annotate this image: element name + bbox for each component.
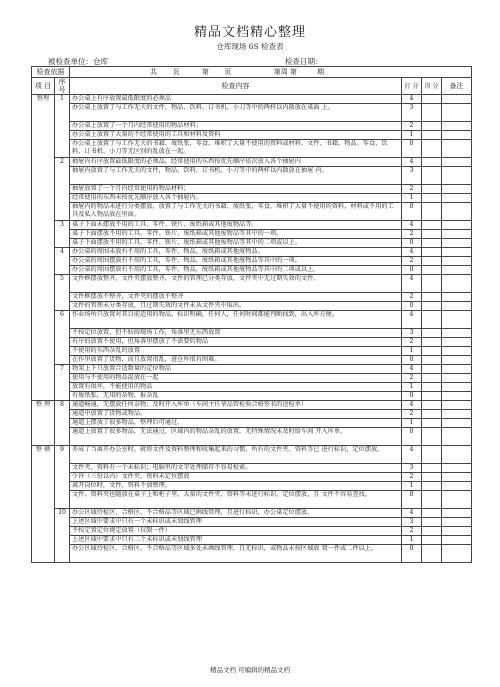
remark-cell[interactable] <box>442 167 472 185</box>
category-cell: 整 顿 <box>32 446 55 563</box>
remark-cell[interactable] <box>442 536 472 545</box>
remark-cell[interactable] <box>442 410 472 419</box>
col-remark: 备注 <box>442 78 472 95</box>
table-row <box>32 302 472 311</box>
remark-cell[interactable] <box>442 293 472 302</box>
table-row <box>32 275 472 293</box>
table-row <box>32 194 472 203</box>
remark-cell[interactable] <box>442 338 472 347</box>
score-input-cell[interactable] <box>422 329 442 338</box>
check-item-text: 文件的管理未分类存放，且过期失效的文件未从文件夹中取出。 <box>70 302 402 311</box>
score-input-cell[interactable] <box>422 203 442 221</box>
score-max-cell: 1 <box>402 131 422 140</box>
category-cell: 整 理 <box>32 401 55 446</box>
remark-cell[interactable] <box>442 131 472 140</box>
score-max-cell: 3 <box>402 464 422 473</box>
remark-cell[interactable] <box>442 374 472 383</box>
check-item-text: 办公区域待检区、合格区、不合格品等区域多处未画线管理，且无标识，或物品未按区域放 置一件或二件以上。 <box>70 545 402 563</box>
score-input-cell[interactable] <box>422 221 442 230</box>
table-row <box>32 392 472 401</box>
score-max-cell: 2 <box>402 185 422 194</box>
table-row <box>32 464 472 473</box>
remark-cell[interactable] <box>442 329 472 338</box>
score-max-cell: 1 <box>402 419 422 428</box>
score-max-cell: 4 <box>402 509 422 518</box>
remark-cell[interactable] <box>442 203 472 221</box>
score-input-cell[interactable] <box>422 365 442 374</box>
score-max-cell: 0 <box>402 545 422 563</box>
score-max-cell: 3 <box>402 518 422 527</box>
score-input-cell[interactable] <box>422 275 442 293</box>
col-seq: 序 号 <box>55 78 70 95</box>
col-content: 检查内容 <box>70 78 402 95</box>
table-row <box>32 536 472 545</box>
score-input-cell[interactable] <box>422 230 442 239</box>
score-input-cell[interactable] <box>422 464 442 473</box>
score-max-cell: 4 <box>402 311 422 329</box>
score-max-cell: 0 <box>402 266 422 275</box>
table-row <box>32 347 472 356</box>
remark-cell[interactable] <box>442 104 472 122</box>
table-row <box>32 365 472 374</box>
table-row <box>32 239 472 248</box>
document-title: 精品文档精心整理 <box>193 25 306 40</box>
remark-cell[interactable] <box>442 419 472 428</box>
score-input-cell[interactable] <box>422 167 442 185</box>
check-item-text: 办公桌上放置了大量的不经常使用的工具和材料及资料 <box>70 131 402 140</box>
check-item-text: 桌子下面摆放不用的工具、零件、铁片、废纸箱或其他废物品等其中的一项。 <box>70 230 402 239</box>
check-item-text: 通道中放置了货物或物品。 <box>70 410 402 419</box>
score-max-cell: 2 <box>402 338 422 347</box>
table-row <box>32 203 472 221</box>
check-item-text: 不按定位放置，但不妨碍现场工作，角落里无东西放置 <box>70 329 402 338</box>
group-number: 8 <box>55 401 70 446</box>
score-input-cell[interactable] <box>422 374 442 383</box>
table-row <box>32 122 472 131</box>
score-input-cell[interactable] <box>422 527 442 536</box>
score-max-cell: 4 <box>402 158 422 167</box>
score-input-cell[interactable] <box>422 266 442 275</box>
score-input-cell[interactable] <box>422 158 442 167</box>
score-max-cell: 0 <box>402 239 422 248</box>
check-item-text: 桌子下面摆放不用的工具、零件、铁片、废纸箱或其他废物品等其中的二项或以上。 <box>70 239 402 248</box>
group-number: 10 <box>55 509 70 563</box>
table-row <box>32 482 472 491</box>
col-score-max: 打 分 <box>402 78 422 95</box>
score-max-cell: 2 <box>402 374 422 383</box>
score-max-cell: 4 <box>402 221 422 230</box>
score-input-cell[interactable] <box>422 410 442 419</box>
remark-cell[interactable] <box>442 248 472 257</box>
table-row <box>32 167 472 185</box>
score-max-cell: 0 <box>402 302 422 311</box>
remark-cell[interactable] <box>442 428 472 446</box>
table-row <box>32 419 472 428</box>
score-max-cell: 0 <box>402 392 422 401</box>
col-score: 得 分 <box>422 78 442 95</box>
remark-cell[interactable] <box>442 140 472 158</box>
score-max-cell: 2 <box>402 293 422 302</box>
remark-cell[interactable] <box>442 356 472 365</box>
group-number: 7 <box>55 365 70 401</box>
score-input-cell[interactable] <box>422 473 442 482</box>
score-input-cell[interactable] <box>422 293 442 302</box>
table-row <box>32 383 472 392</box>
table-row <box>32 356 472 365</box>
score-max-cell: 3 <box>402 329 422 338</box>
table-row <box>32 473 472 482</box>
check-item-text: 有废纸张，无用的杂物，报杂乱 <box>70 392 402 401</box>
table-row <box>32 248 472 257</box>
remark-cell[interactable] <box>442 239 472 248</box>
table-row <box>32 158 472 167</box>
remark-cell[interactable] <box>442 545 472 563</box>
group-number: 2 <box>55 158 70 221</box>
check-item-text: 经常使用的东西未按优先顺序放入各个抽屉内。 <box>70 194 402 203</box>
document-subtitle: 仓库现场 6S 检查表 <box>216 42 284 51</box>
page-footer: 精品文档 可编辑的精品文档 <box>209 666 291 674</box>
score-input-cell[interactable] <box>422 347 442 356</box>
basis-label: 检查依据 <box>32 67 70 78</box>
check-item-text: 办公桌上放置了一个月内经常使用的物品材料； <box>70 122 402 131</box>
score-input-cell[interactable] <box>422 140 442 158</box>
inspection-table <box>31 66 472 563</box>
score-input-cell[interactable] <box>422 392 442 401</box>
table-row <box>32 527 472 536</box>
remark-cell[interactable] <box>442 491 472 509</box>
score-max-cell: 4 <box>402 365 422 374</box>
check-item-text: 抽屉内放置了与工作无关的文件，物品，饮料，订书机、小刀等中的两样以内散放在抽屉 内。 <box>70 167 402 185</box>
table-row <box>32 446 472 464</box>
score-input-cell[interactable] <box>422 446 442 464</box>
table-row <box>32 95 472 104</box>
check-item-text: 文件、资料夹也随放在桌子上和柜子里，大量的文件夹、资料等未进行标识，定位摆放，且 文件不容易查找。 <box>70 491 402 509</box>
score-input-cell[interactable] <box>422 482 442 491</box>
check-item-text: 离开岗位时，文件、资料不加整理。 <box>70 482 402 491</box>
table-row <box>32 104 472 122</box>
group-number: 5 <box>55 275 70 311</box>
score-input-cell[interactable] <box>422 257 442 266</box>
score-input-cell[interactable] <box>422 518 442 527</box>
score-input-cell[interactable] <box>422 356 442 365</box>
check-item-text: 使用与不使用的物品混放在一起 <box>70 374 402 383</box>
page-info: 共 页 第 页 第周 第 期 <box>70 67 472 78</box>
check-item-text: 物架上下只放置合适数量的定位物品 <box>70 365 402 374</box>
score-input-cell[interactable] <box>422 545 442 563</box>
table-row <box>32 338 472 347</box>
group-number: 3 <box>55 221 70 248</box>
group-number: 1 <box>55 95 70 158</box>
check-item-text: 上述区域中要求中只有二个未标识或未划线管理 <box>70 536 402 545</box>
category-cell: 整理 <box>32 95 55 401</box>
remark-cell[interactable] <box>442 482 472 491</box>
check-item-text: 抽屉放置了一个月内经常使用的物品材料； <box>70 185 402 194</box>
score-max-cell: 0 <box>402 491 422 509</box>
score-input-cell[interactable] <box>422 194 442 203</box>
check-item-text: 通道畅通，无摆放任何杂物；及时开入库单（车间主任拿品管检验合格签名的送检单） <box>70 401 402 410</box>
score-max-cell: 4 <box>402 248 422 257</box>
remark-cell[interactable] <box>442 347 472 356</box>
remark-cell[interactable] <box>442 95 472 104</box>
remark-cell[interactable] <box>442 194 472 203</box>
table-row <box>32 185 472 194</box>
remark-cell[interactable] <box>442 518 472 527</box>
check-item-text: 抽屉内有序放置最低限度的必须品，经常使用的东西按优先顺序依次放入各个抽屉内 <box>70 158 402 167</box>
table-row <box>32 401 472 410</box>
score-max-cell: 0 <box>402 203 422 221</box>
score-input-cell[interactable] <box>422 509 442 518</box>
score-input-cell[interactable] <box>422 428 442 446</box>
remark-cell[interactable] <box>442 275 472 293</box>
table-row <box>32 311 472 329</box>
remark-cell[interactable] <box>442 257 472 266</box>
check-item-text: 在作里放置了货物，而且放置很乱，进仓库很有困难。 <box>70 356 402 365</box>
score-input-cell[interactable] <box>422 419 442 428</box>
remark-cell[interactable] <box>442 527 472 536</box>
remark-cell[interactable] <box>442 365 472 374</box>
score-max-cell: 1 <box>402 536 422 545</box>
score-max-cell: 2 <box>402 230 422 239</box>
remark-cell[interactable] <box>442 392 472 401</box>
check-item-text: 上述区域中要求中只有一个未标识或未划线管理 <box>70 518 402 527</box>
score-input-cell[interactable] <box>422 122 442 131</box>
check-item-text: 文件框摆放不整齐，文件夹的摆放不整齐 <box>70 293 402 302</box>
check-item-text: 抽屉内的物品未进行分类摆放，放置了与工作无关的书籍、废纸张，零食，堆积了大量不使用的资料，材料或不用的工具及私人物品放在里面。 <box>70 203 402 221</box>
score-max-cell: 1 <box>402 347 422 356</box>
score-input-cell[interactable] <box>422 131 442 140</box>
check-item-text: 通道上摆放了很多物品，整理后可通过， <box>70 419 402 428</box>
check-item-text: 文件框摆放整齐，文件夹摆放整齐，文件的管理已分类存放，文件夹中无过期失效的文件。 <box>70 275 402 293</box>
score-input-cell[interactable] <box>422 239 442 248</box>
score-max-cell: 1 <box>402 482 422 491</box>
table-row <box>32 266 472 275</box>
score-max-cell: 3 <box>402 167 422 185</box>
score-max-cell: 2 <box>402 257 422 266</box>
table-row <box>32 509 472 518</box>
table-row <box>32 329 472 338</box>
score-input-cell[interactable] <box>422 536 442 545</box>
table-row <box>32 293 472 302</box>
check-date: 检查日期： <box>285 57 323 66</box>
score-max-cell: 2 <box>402 410 422 419</box>
check-item-text: 办公桌上有序放置最低限度的必须品 <box>70 95 402 104</box>
table-row <box>32 374 472 383</box>
score-input-cell[interactable] <box>422 248 442 257</box>
check-item-text: 办公桌的周围摆放有不用的工具，零件，物品，废纸箱或其他废物品等其中的一项。 <box>70 257 402 266</box>
score-max-cell: 4 <box>402 446 422 464</box>
check-item-text: 办公桌的周围未放有不用的工具，零件，物品，废纸箱或其他废物品。 <box>70 248 402 257</box>
check-item-text: 办公桌上放置了与工作无关的书籍、废纸张，零食，堆积了大量不使用的资料或材料、文件、书籍、物品、零食、饮料、订书机、小刀等无区别的乱放在一起。 <box>70 140 402 158</box>
table-row <box>32 428 472 446</box>
check-item-text: 不按定置定位规定放置（仅限一件） <box>70 527 402 536</box>
score-input-cell[interactable] <box>422 185 442 194</box>
group-number: 6 <box>55 311 70 365</box>
remark-cell[interactable] <box>442 158 472 167</box>
remark-cell[interactable] <box>442 185 472 194</box>
check-item-text: 少许（三份以内）文件夹、资料未定位摆放 <box>70 473 402 482</box>
score-max-cell: 4 <box>402 275 422 293</box>
table-row <box>32 131 472 140</box>
check-item-text: 办公区域待检区、合格区、不合格品等区域已画线管理，且进行标识，办公桌定位摆放。 <box>70 509 402 518</box>
remark-cell[interactable] <box>442 509 472 518</box>
score-max-cell: 0 <box>402 356 422 365</box>
score-max-cell: 1 <box>402 194 422 203</box>
score-input-cell[interactable] <box>422 311 442 329</box>
score-max-cell: 2 <box>402 527 422 536</box>
score-max-cell: 1 <box>402 383 422 392</box>
remark-cell[interactable] <box>442 473 472 482</box>
remark-cell[interactable] <box>442 230 472 239</box>
check-item-text: 放置有损坏，不能使用的物品 <box>70 383 402 392</box>
table-row <box>32 518 472 527</box>
score-max-cell: 0 <box>402 140 422 158</box>
check-item-text: 办公桌的周围摆放有不用的工具，零件，物品，废纸箱或其他废物品等其中的二项或以上。 <box>70 266 402 275</box>
score-max-cell: 2 <box>402 473 422 482</box>
table-row <box>32 491 472 509</box>
group-number: 9 <box>55 446 70 509</box>
score-input-cell[interactable] <box>422 491 442 509</box>
score-input-cell[interactable] <box>422 104 442 122</box>
table-row <box>32 545 472 563</box>
remark-cell[interactable] <box>442 446 472 464</box>
remark-cell[interactable] <box>442 221 472 230</box>
score-max-cell: 4 <box>402 95 422 104</box>
col-project: 项 目 <box>32 78 55 95</box>
score-max-cell: 4 <box>402 401 422 410</box>
check-item-text: 文件夹、资料有一个未标识；电脑里的文字处理储存不容易检索。 <box>70 464 402 473</box>
table-row <box>32 410 472 419</box>
group-number: 4 <box>55 248 70 275</box>
check-item-text: 有序的放置不使用，但角落里摆放了不需要的物品 <box>70 338 402 347</box>
check-item-text: 通道上放置了很多物品，无法通过，区域内的物品杂乱的放置，无特殊情况未及时给车间 开入库单。 <box>70 428 402 446</box>
score-max-cell: 0 <box>402 428 422 446</box>
check-item-text: 办公桌上放置了与工作无关的文件、物品、饮料、订书机、小刀等中的两样以内散放在桌面 上。 <box>70 104 402 122</box>
check-item-text: 桌子下面未摆放不用的工具、零件、铁片、废纸箱或其他废物品等。 <box>70 221 402 230</box>
remark-cell[interactable] <box>442 464 472 473</box>
table-row <box>32 221 472 230</box>
table-row <box>32 140 472 158</box>
check-item-text: 养成了当离开办公室时，就将文件及资料整理和收集起来的习惯，所有的文件夹、资料等已 进行标识，定位摆放。 <box>70 446 402 464</box>
score-max-cell: 2 <box>402 122 422 131</box>
check-item-text: 不使用的东西杂乱的放置 <box>70 347 402 356</box>
check-item-text: 作业场所只放置对其目前适用的物品，标识明确，任何人，任何时间都能判断找到，出入库方便。 <box>70 311 402 329</box>
checked-unit: 被检查单位：仓库 <box>48 57 108 66</box>
score-max-cell: 3 <box>402 104 422 122</box>
remark-cell[interactable] <box>442 302 472 311</box>
score-input-cell[interactable] <box>422 302 442 311</box>
score-input-cell[interactable] <box>422 401 442 410</box>
remark-cell[interactable] <box>442 383 472 392</box>
remark-cell[interactable] <box>442 122 472 131</box>
remark-cell[interactable] <box>442 311 472 329</box>
score-input-cell[interactable] <box>422 383 442 392</box>
table-row <box>32 230 472 239</box>
score-input-cell[interactable] <box>422 95 442 104</box>
score-input-cell[interactable] <box>422 338 442 347</box>
remark-cell[interactable] <box>442 401 472 410</box>
table-row <box>32 257 472 266</box>
remark-cell[interactable] <box>442 266 472 275</box>
